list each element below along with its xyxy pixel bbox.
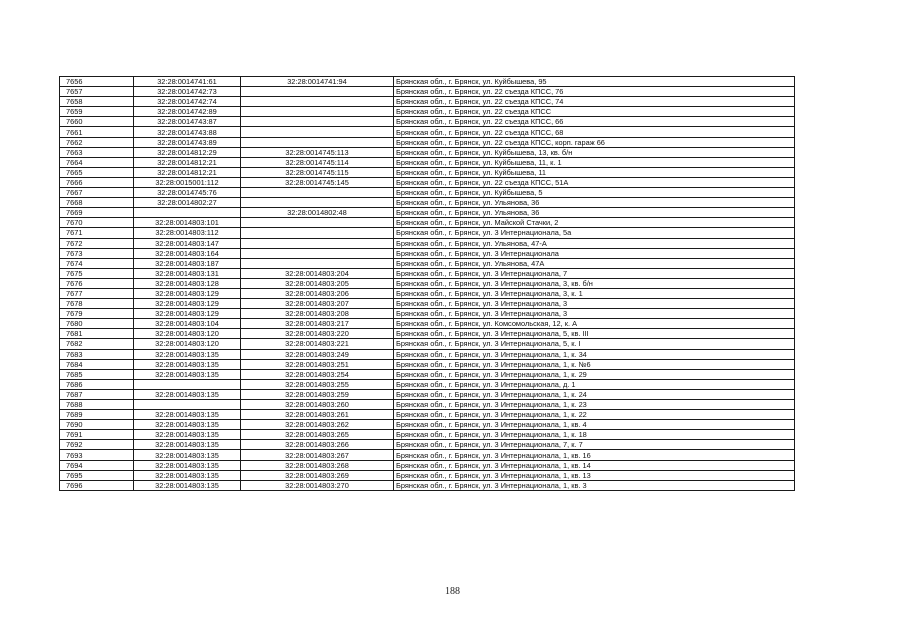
table-row [60, 188, 795, 198]
cadastral-number-cell: 32:28:0015001:112 [134, 177, 241, 187]
table-row [60, 339, 795, 349]
cadastral-number-cell: 32:28:0014803:135 [134, 369, 241, 379]
address-cell: Брянская обл., г. Брянск, ул. Куйбышева, 5 [394, 188, 795, 198]
cadastral-number-cell: 32:28:0014803:135 [134, 349, 241, 359]
table-row [60, 147, 795, 157]
cadastral-number-cell: 32:28:0014803:120 [134, 329, 241, 339]
address-cell: Брянская обл., г. Брянск, ул. 3 Интернационала, 3, кв. б/н [394, 278, 795, 288]
table-row [60, 369, 795, 379]
row-number-cell: 7675 [60, 268, 134, 278]
table-row [60, 410, 795, 420]
row-number-cell: 7667 [60, 188, 134, 198]
address-cell: Брянская обл., г. Брянск, ул. 3 Интернационала, 1, к. 23 [394, 400, 795, 410]
table-row [60, 157, 795, 167]
building-cadastral-number-cell: 32:28:0014803:249 [241, 349, 394, 359]
table-row [60, 349, 795, 359]
row-number-cell: 7666 [60, 177, 134, 187]
address-cell: Брянская обл., г. Брянск, ул. 3 Интернационала, 1, кв. 16 [394, 450, 795, 460]
cadastral-number-cell: 32:28:0014745:76 [134, 188, 241, 198]
address-cell: Брянская обл., г. Брянск, ул. 3 Интернационала, 1, к. 34 [394, 349, 795, 359]
address-cell: Брянская обл., г. Брянск, ул. 3 Интернационала, 1, кв. 3 [394, 480, 795, 490]
cadastral-number-cell: 32:28:0014742:74 [134, 97, 241, 107]
table-row [60, 278, 795, 288]
row-number-cell: 7658 [60, 97, 134, 107]
cadastral-number-cell: 32:28:0014803:129 [134, 309, 241, 319]
row-number-cell: 7673 [60, 248, 134, 258]
cadastral-number-cell: 32:28:0014803:135 [134, 480, 241, 490]
cadastral-number-cell: 32:28:0014803:135 [134, 440, 241, 450]
table-row [60, 379, 795, 389]
row-number-cell: 7656 [60, 77, 134, 87]
building-cadastral-number-cell: 32:28:0014803:265 [241, 430, 394, 440]
table-row [60, 480, 795, 490]
cadastral-number-cell: 32:28:0014743:89 [134, 137, 241, 147]
building-cadastral-number-cell: 32:28:0014741:94 [241, 77, 394, 87]
address-cell: Брянская обл., г. Брянск, ул. Куйбышева, 13, кв. б/н [394, 147, 795, 157]
cadastral-number-cell: 32:28:0014803:129 [134, 288, 241, 298]
cadastral-number-cell: 32:28:0014803:135 [134, 420, 241, 430]
address-cell: Брянская обл., г. Брянск, ул. Куйбышева, 11 [394, 167, 795, 177]
table-row [60, 127, 795, 137]
address-cell: Брянская обл., г. Брянск, ул. 22 съезда КПСС [394, 107, 795, 117]
cadastral-number-cell: 32:28:0014803:128 [134, 278, 241, 288]
row-number-cell: 7685 [60, 369, 134, 379]
address-cell: Брянская обл., г. Брянск, ул. Комсомольская, 12, к. А [394, 319, 795, 329]
cadastral-number-cell: 32:28:0014803:135 [134, 410, 241, 420]
row-number-cell: 7663 [60, 147, 134, 157]
cadastral-number-cell: 32:28:0014803:135 [134, 450, 241, 460]
table-row [60, 400, 795, 410]
table-row [60, 430, 795, 440]
row-number-cell: 7690 [60, 420, 134, 430]
building-cadastral-number-cell: 32:28:0014803:217 [241, 319, 394, 329]
cadastral-number-cell [134, 208, 241, 218]
address-cell: Брянская обл., г. Брянск, ул. Ульянова, 36 [394, 208, 795, 218]
table-row [60, 117, 795, 127]
cadastral-number-cell: 32:28:0014802:27 [134, 198, 241, 208]
building-cadastral-number-cell: 32:28:0014802:48 [241, 208, 394, 218]
building-cadastral-number-cell [241, 97, 394, 107]
address-cell: Брянская обл., г. Брянск, ул. Майской Стачки, 2 [394, 218, 795, 228]
address-cell: Брянская обл., г. Брянск, ул. 22 съезда КПСС, 66 [394, 117, 795, 127]
building-cadastral-number-cell [241, 228, 394, 238]
row-number-cell: 7659 [60, 107, 134, 117]
building-cadastral-number-cell: 32:28:0014803:205 [241, 278, 394, 288]
building-cadastral-number-cell [241, 87, 394, 97]
row-number-cell: 7671 [60, 228, 134, 238]
cadastral-number-cell: 32:28:0014803:135 [134, 359, 241, 369]
table-row [60, 167, 795, 177]
table-row [60, 97, 795, 107]
building-cadastral-number-cell: 32:28:0014803:255 [241, 379, 394, 389]
building-cadastral-number-cell: 32:28:0014803:259 [241, 389, 394, 399]
register-table [59, 76, 795, 491]
building-cadastral-number-cell: 32:28:0014803:254 [241, 369, 394, 379]
row-number-cell: 7674 [60, 258, 134, 268]
building-cadastral-number-cell: 32:28:0014803:267 [241, 450, 394, 460]
row-number-cell: 7678 [60, 299, 134, 309]
address-cell: Брянская обл., г. Брянск, ул. 3 Интернационала, 5а [394, 228, 795, 238]
building-cadastral-number-cell [241, 238, 394, 248]
row-number-cell: 7691 [60, 430, 134, 440]
row-number-cell: 7680 [60, 319, 134, 329]
row-number-cell: 7694 [60, 460, 134, 470]
cadastral-number-cell: 32:28:0014803:131 [134, 268, 241, 278]
building-cadastral-number-cell [241, 188, 394, 198]
address-cell: Брянская обл., г. Брянск, ул. 3 Интернационала, 3 [394, 299, 795, 309]
building-cadastral-number-cell [241, 198, 394, 208]
building-cadastral-number-cell: 32:28:0014745:145 [241, 177, 394, 187]
cadastral-number-cell: 32:28:0014742:89 [134, 107, 241, 117]
address-cell: Брянская обл., г. Брянск, ул. 3 Интернационала, 1, к. 18 [394, 430, 795, 440]
table-row [60, 319, 795, 329]
address-cell: Брянская обл., г. Брянск, ул. 3 Интернационала, 1, кв. 14 [394, 460, 795, 470]
table-row [60, 137, 795, 147]
address-cell: Брянская обл., г. Брянск, ул. 3 Интернационала, 1, к. 24 [394, 389, 795, 399]
address-cell: Брянская обл., г. Брянск, ул. 3 Интернационала, 7, к. 7 [394, 440, 795, 450]
table-row [60, 228, 795, 238]
row-number-cell: 7664 [60, 157, 134, 167]
building-cadastral-number-cell [241, 248, 394, 258]
cadastral-number-cell: 32:28:0014803:101 [134, 218, 241, 228]
address-cell: Брянская обл., г. Брянск, ул. 22 съезда КПСС, 68 [394, 127, 795, 137]
cadastral-number-cell: 32:28:0014803:135 [134, 470, 241, 480]
building-cadastral-number-cell: 32:28:0014803:266 [241, 440, 394, 450]
table-row [60, 87, 795, 97]
row-number-cell: 7689 [60, 410, 134, 420]
table-row [60, 288, 795, 298]
row-number-cell: 7665 [60, 167, 134, 177]
building-cadastral-number-cell: 32:28:0014803:268 [241, 460, 394, 470]
cadastral-number-cell: 32:28:0014812:29 [134, 147, 241, 157]
table-row [60, 440, 795, 450]
address-cell: Брянская обл., г. Брянск, ул. 22 съезда КПСС, 76 [394, 87, 795, 97]
row-number-cell: 7682 [60, 339, 134, 349]
address-cell: Брянская обл., г. Брянск, ул. 3 Интернационала, д. 1 [394, 379, 795, 389]
row-number-cell: 7688 [60, 400, 134, 410]
cadastral-number-cell: 32:28:0014803:120 [134, 339, 241, 349]
cadastral-number-cell: 32:28:0014742:73 [134, 87, 241, 97]
row-number-cell: 7676 [60, 278, 134, 288]
cadastral-number-cell: 32:28:0014803:129 [134, 299, 241, 309]
row-number-cell: 7679 [60, 309, 134, 319]
cadastral-number-cell: 32:28:0014803:187 [134, 258, 241, 268]
table-row [60, 248, 795, 258]
address-cell: Брянская обл., г. Брянск, ул. 3 Интернационала [394, 248, 795, 258]
row-number-cell: 7668 [60, 198, 134, 208]
address-cell: Брянская обл., г. Брянск, ул. 3 Интернационала, 1, кв. 4 [394, 420, 795, 430]
building-cadastral-number-cell: 32:28:0014803:269 [241, 470, 394, 480]
table-row [60, 460, 795, 470]
building-cadastral-number-cell: 32:28:0014803:251 [241, 359, 394, 369]
address-cell: Брянская обл., г. Брянск, ул. Куйбышева, 95 [394, 77, 795, 87]
building-cadastral-number-cell: 32:28:0014803:262 [241, 420, 394, 430]
building-cadastral-number-cell: 32:28:0014745:113 [241, 147, 394, 157]
address-cell: Брянская обл., г. Брянск, ул. 22 съезда КПСС, корп. гараж 66 [394, 137, 795, 147]
row-number-cell: 7662 [60, 137, 134, 147]
cadastral-number-cell: 32:28:0014803:104 [134, 319, 241, 329]
address-cell: Брянская обл., г. Брянск, ул. Ульянова, 47-А [394, 238, 795, 248]
row-number-cell: 7661 [60, 127, 134, 137]
cadastral-number-cell: 32:28:0014803:164 [134, 248, 241, 258]
building-cadastral-number-cell: 32:28:0014803:261 [241, 410, 394, 420]
address-cell: Брянская обл., г. Брянск, ул. 3 Интернационала, 3, к. 1 [394, 288, 795, 298]
table-row [60, 450, 795, 460]
building-cadastral-number-cell: 32:28:0014803:220 [241, 329, 394, 339]
row-number-cell: 7696 [60, 480, 134, 490]
table-row [60, 258, 795, 268]
cadastral-number-cell: 32:28:0014803:112 [134, 228, 241, 238]
address-cell: Брянская обл., г. Брянск, ул. 3 Интернационала, 1, кв. 13 [394, 470, 795, 480]
table-row [60, 198, 795, 208]
address-cell: Брянская обл., г. Брянск, ул. 22 съезда КПСС, 51А [394, 177, 795, 187]
building-cadastral-number-cell: 32:28:0014803:221 [241, 339, 394, 349]
building-cadastral-number-cell: 32:28:0014745:115 [241, 167, 394, 177]
row-number-cell: 7670 [60, 218, 134, 228]
address-cell: Брянская обл., г. Брянск, ул. 3 Интернационала, 1, к. №6 [394, 359, 795, 369]
table-row [60, 268, 795, 278]
table-row [60, 208, 795, 218]
cadastral-number-cell [134, 400, 241, 410]
row-number-cell: 7695 [60, 470, 134, 480]
register-table-body [60, 77, 795, 491]
table-row [60, 299, 795, 309]
cadastral-number-cell: 32:28:0014812:21 [134, 167, 241, 177]
row-number-cell: 7657 [60, 87, 134, 97]
building-cadastral-number-cell: 32:28:0014745:114 [241, 157, 394, 167]
building-cadastral-number-cell: 32:28:0014803:206 [241, 288, 394, 298]
table-row [60, 470, 795, 480]
row-number-cell: 7683 [60, 349, 134, 359]
building-cadastral-number-cell: 32:28:0014803:260 [241, 400, 394, 410]
table-row [60, 359, 795, 369]
address-cell: Брянская обл., г. Брянск, ул. Ульянова, 36 [394, 198, 795, 208]
row-number-cell: 7672 [60, 238, 134, 248]
cadastral-number-cell: 32:28:0014803:147 [134, 238, 241, 248]
table-row [60, 329, 795, 339]
address-cell: Брянская обл., г. Брянск, ул. 3 Интернационала, 3 [394, 309, 795, 319]
table-row [60, 107, 795, 117]
address-cell: Брянская обл., г. Брянск, ул. Ульянова, 47А [394, 258, 795, 268]
table-row [60, 238, 795, 248]
building-cadastral-number-cell: 32:28:0014803:270 [241, 480, 394, 490]
building-cadastral-number-cell: 32:28:0014803:204 [241, 268, 394, 278]
row-number-cell: 7681 [60, 329, 134, 339]
cadastral-number-cell [134, 379, 241, 389]
row-number-cell: 7687 [60, 389, 134, 399]
building-cadastral-number-cell [241, 137, 394, 147]
building-cadastral-number-cell [241, 107, 394, 117]
building-cadastral-number-cell [241, 218, 394, 228]
address-cell: Брянская обл., г. Брянск, ул. 3 Интернационала, 1, к. 22 [394, 410, 795, 420]
table-row [60, 420, 795, 430]
row-number-cell: 7677 [60, 288, 134, 298]
cadastral-number-cell: 32:28:0014803:135 [134, 460, 241, 470]
address-cell: Брянская обл., г. Брянск, ул. 3 Интернационала, 5, к. I [394, 339, 795, 349]
table-row [60, 218, 795, 228]
building-cadastral-number-cell: 32:28:0014803:207 [241, 299, 394, 309]
cadastral-number-cell: 32:28:0014803:135 [134, 389, 241, 399]
cadastral-number-cell: 32:28:0014812:21 [134, 157, 241, 167]
page-number: 188 [445, 586, 460, 597]
address-cell: Брянская обл., г. Брянск, ул. 22 съезда КПСС, 74 [394, 97, 795, 107]
row-number-cell: 7684 [60, 359, 134, 369]
cadastral-number-cell: 32:28:0014743:88 [134, 127, 241, 137]
address-cell: Брянская обл., г. Брянск, ул. Куйбышева, 11, к. 1 [394, 157, 795, 167]
cadastral-number-cell: 32:28:0014741:61 [134, 77, 241, 87]
building-cadastral-number-cell [241, 258, 394, 268]
building-cadastral-number-cell [241, 127, 394, 137]
table-row [60, 77, 795, 87]
row-number-cell: 7692 [60, 440, 134, 450]
table-row [60, 389, 795, 399]
row-number-cell: 7669 [60, 208, 134, 218]
address-cell: Брянская обл., г. Брянск, ул. 3 Интернационала, 1, к. 29 [394, 369, 795, 379]
row-number-cell: 7660 [60, 117, 134, 127]
row-number-cell: 7686 [60, 379, 134, 389]
building-cadastral-number-cell [241, 117, 394, 127]
cadastral-number-cell: 32:28:0014803:135 [134, 430, 241, 440]
building-cadastral-number-cell: 32:28:0014803:208 [241, 309, 394, 319]
table-row [60, 309, 795, 319]
address-cell: Брянская обл., г. Брянск, ул. 3 Интернационала, 7 [394, 268, 795, 278]
row-number-cell: 7693 [60, 450, 134, 460]
address-cell: Брянская обл., г. Брянск, ул. 3 Интернационала, 5, кв. III [394, 329, 795, 339]
cadastral-number-cell: 32:28:0014743:87 [134, 117, 241, 127]
table-row [60, 177, 795, 187]
